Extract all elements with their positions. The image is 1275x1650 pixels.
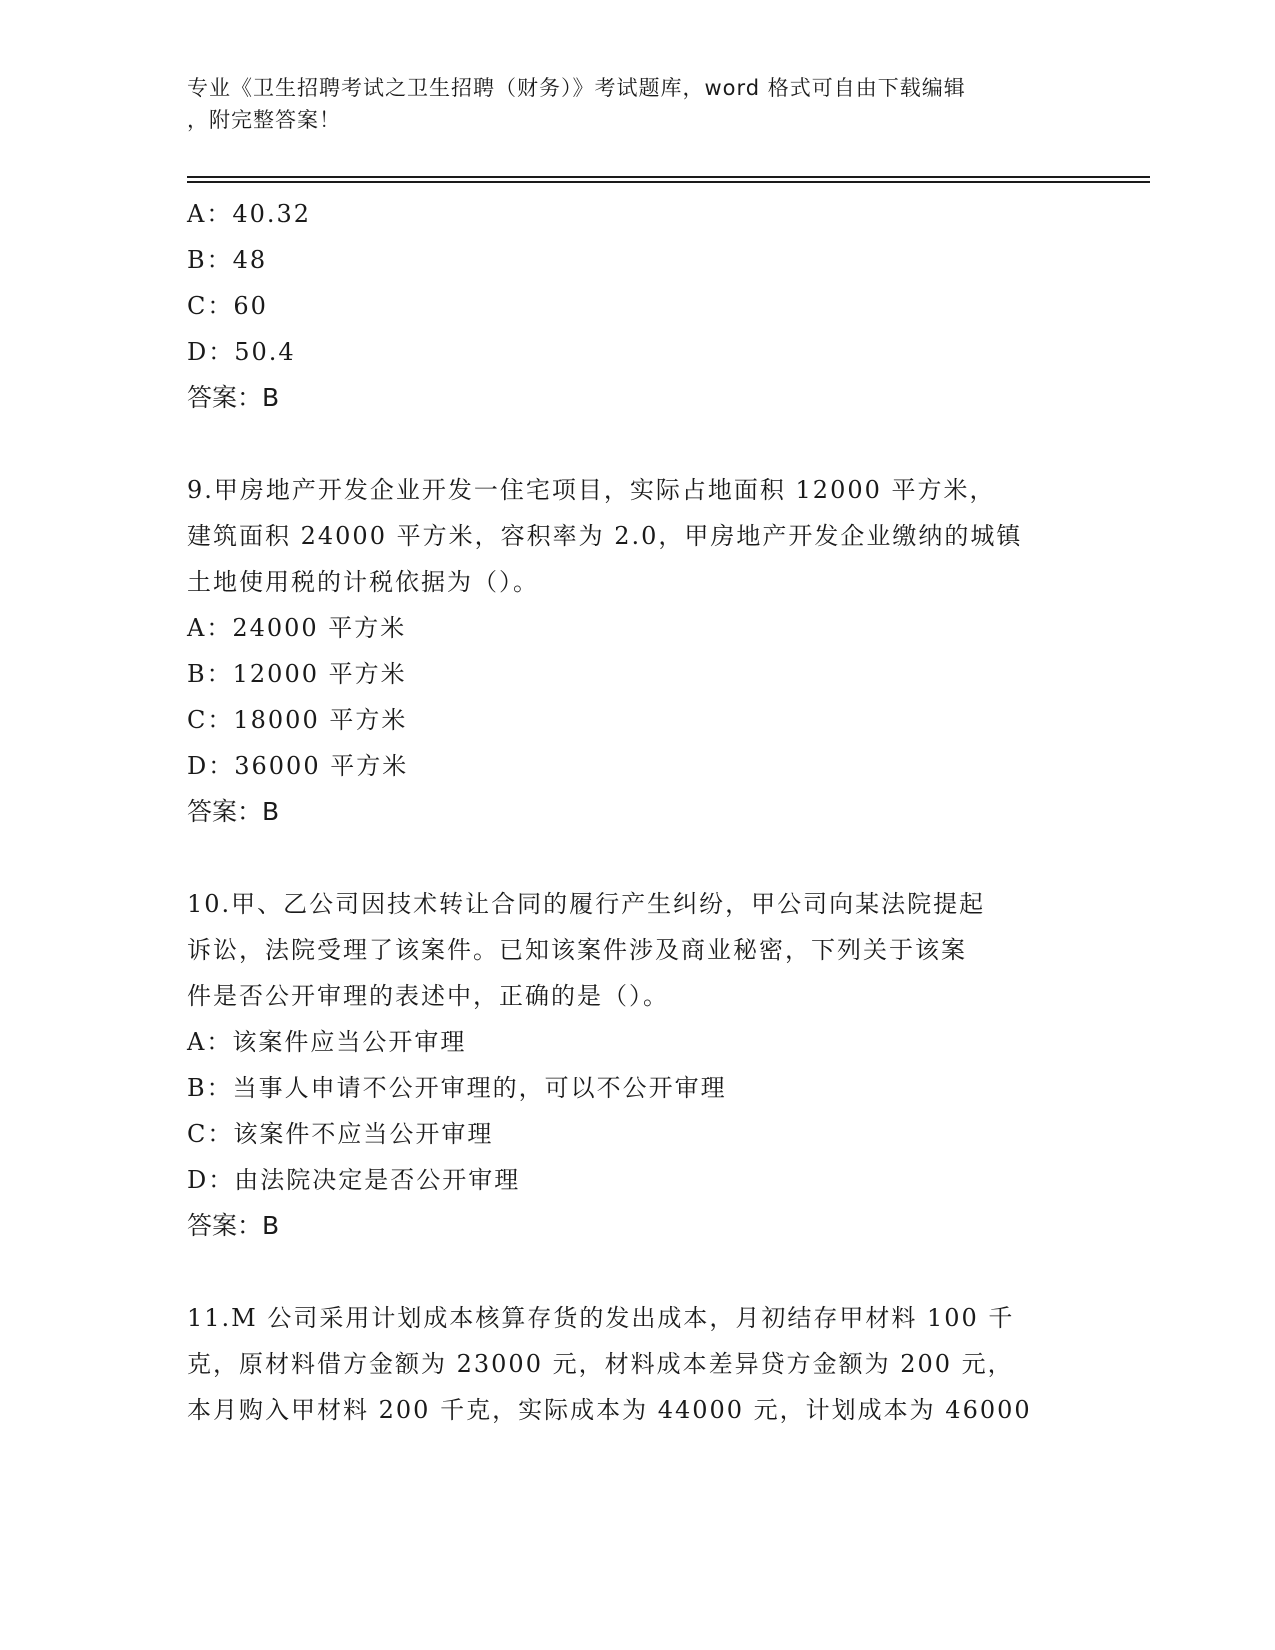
question-8-options	[187, 191, 1087, 421]
option-b: B：12000 平方米	[187, 660, 407, 688]
option-d: D：50.4	[187, 338, 296, 366]
question-text-line: 9.甲房地产开发企业开发一住宅项目，实际占地面积 12000 平方米，	[187, 476, 996, 504]
header-title-line-1: 专业《卫生招聘考试之卫生招聘（财务）》考试题库，word 格式可自由下载编辑	[187, 76, 966, 100]
answer: 答案：B	[187, 1211, 280, 1240]
header-divider-bottom	[187, 181, 1150, 183]
option-d: D：36000 平方米	[187, 752, 409, 780]
option-a: A：40.32	[187, 200, 312, 228]
question-text-line: 件是否公开审理的表述中，正确的是（）。	[187, 982, 669, 1010]
option-a: A：该案件应当公开审理	[187, 1028, 467, 1056]
question-11	[187, 1295, 1087, 1433]
document-body	[187, 191, 1087, 1433]
document-header	[187, 72, 1067, 136]
question-text-line: 11.M 公司采用计划成本核算存货的发出成本，月初结存甲材料 100 千	[187, 1304, 1015, 1332]
question-9	[187, 467, 1087, 835]
header-title-line-2: ，附完整答案！	[187, 108, 341, 132]
option-c: C：该案件不应当公开审理	[187, 1120, 494, 1148]
question-10	[187, 881, 1087, 1249]
option-a: A：24000 平方米	[187, 614, 407, 642]
question-text-line: 土地使用税的计税依据为（）。	[187, 568, 539, 596]
question-text-line: 建筑面积 24000 平方米，容积率为 2.0，甲房地产开发企业缴纳的城镇	[187, 522, 1023, 550]
header-divider-top	[187, 176, 1150, 178]
question-text-line: 诉讼，法院受理了该案件。已知该案件涉及商业秘密，下列关于该案	[187, 936, 967, 964]
option-d: D：由法院决定是否公开审理	[187, 1166, 521, 1194]
answer: 答案：B	[187, 383, 280, 412]
answer: 答案：B	[187, 797, 280, 826]
question-text-line: 本月购入甲材料 200 千克，实际成本为 44000 元，计划成本为 46000	[187, 1396, 1032, 1424]
question-text-line: 10.甲、乙公司因技术转让合同的履行产生纠纷，甲公司向某法院提起	[187, 890, 986, 918]
option-c: C：60	[187, 292, 268, 320]
option-b: B：48	[187, 246, 268, 274]
option-b: B：当事人申请不公开审理的，可以不公开审理	[187, 1074, 727, 1102]
question-text-line: 克，原材料借方金额为 23000 元，材料成本差异贷方金额为 200 元，	[187, 1350, 1014, 1378]
option-c: C：18000 平方米	[187, 706, 408, 734]
